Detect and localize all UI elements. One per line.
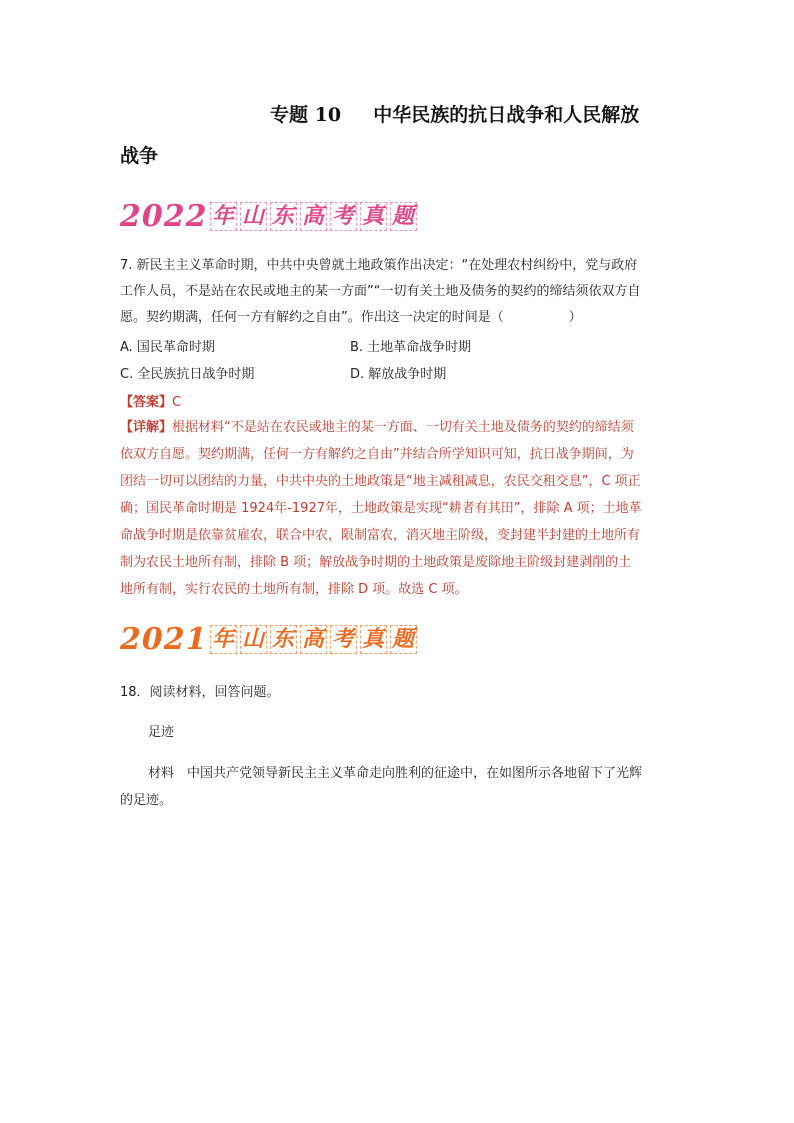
banner-year: 2022 xyxy=(120,199,208,234)
banner-characters xyxy=(210,625,420,654)
banner-char: 题 xyxy=(390,202,417,231)
banner-char: 山 xyxy=(240,625,267,654)
question-7-stem-line: 愿。契约期满，任何一方有解约之自由”。作出这一决定的时间是（ ） xyxy=(120,310,582,325)
option-b: B. 土地革命战争时期 xyxy=(350,340,472,355)
question-18-material: 的足迹。 xyxy=(120,793,173,808)
banner-char: 考 xyxy=(330,202,357,231)
banner-char: 东 xyxy=(270,625,297,654)
detail-line: 确；国民革命时期是 1924年-1927年，土地政策是实现“耕者有其田”，排除 A 项；土地革 xyxy=(120,501,642,516)
banner-char: 高 xyxy=(300,625,327,654)
detail-label: 【详解】 xyxy=(120,420,173,435)
question-7-stem-line: 7. 新民主主义革命时期，中共中央曾就土地政策作出决定：“在处理农村纠纷中，党与政府 xyxy=(120,258,638,273)
exam-banner-2021 xyxy=(120,623,420,656)
detail-line xyxy=(120,419,634,437)
detail-line: 制为农民土地所有制，排除 B 项；解放战争时期的土地政策是废除地主阶级封建剥削的土 xyxy=(120,555,632,570)
detail-text: 根据材料“不是站在农民或地主的某一方面、一切有关土地及债务的契约的缔结须 xyxy=(172,420,634,435)
option-d: D. 解放战争时期 xyxy=(350,367,447,382)
banner-char: 真 xyxy=(360,625,387,654)
banner-char: 考 xyxy=(330,625,357,654)
detail-line: 地所有制，实行农民的土地所有制，排除 D 项。故选 C 项。 xyxy=(120,582,468,597)
banner-char: 高 xyxy=(300,202,327,231)
banner-char: 山 xyxy=(240,202,267,231)
banner-char: 真 xyxy=(360,202,387,231)
question-18-material: 材料 中国共产党领导新民主主义革命走向胜利的征途中，在如图所示各地留下了光辉 xyxy=(148,766,643,781)
page-title: 专题 10 中华民族的抗日战争和人民解放 xyxy=(270,104,640,126)
option-c: C. 全民族抗日战争时期 xyxy=(120,367,255,382)
detail-line: 命战争时期是依靠贫雇农，联合中农，限制富农，消灭地主阶级，变封建半封建的土地所有 xyxy=(120,528,641,543)
page-title-continued: 战争 xyxy=(120,145,159,167)
banner-char: 年 xyxy=(210,202,237,231)
banner-char: 年 xyxy=(210,625,237,654)
exam-banner-2022 xyxy=(120,200,420,233)
banner-characters xyxy=(210,202,420,231)
answer-line xyxy=(120,394,181,412)
question-18-subtitle: 足迹 xyxy=(148,725,175,740)
question-7-stem-line: 工作人员，不是站在农民或地主的某一方面”“一切有关土地及债务的契约的缔结须依双方自 xyxy=(120,284,641,299)
answer-label: 【答案】 xyxy=(120,395,173,410)
answer-value: C xyxy=(172,395,182,410)
banner-char: 东 xyxy=(270,202,297,231)
detail-line: 团结一切可以团结的力量，中共中央的土地政策是“地主减租减息，农民交租交息”，C 项正 xyxy=(120,474,641,489)
banner-year: 2021 xyxy=(120,622,208,657)
question-18-stem: 18．阅读材料，回答问题。 xyxy=(120,685,280,700)
banner-char: 题 xyxy=(390,625,417,654)
option-a: A. 国民革命时期 xyxy=(120,340,215,355)
detail-line: 依双方自愿。契约期满，任何一方有解约之自由”并结合所学知识可知，抗日战争期间，为 xyxy=(120,447,634,462)
